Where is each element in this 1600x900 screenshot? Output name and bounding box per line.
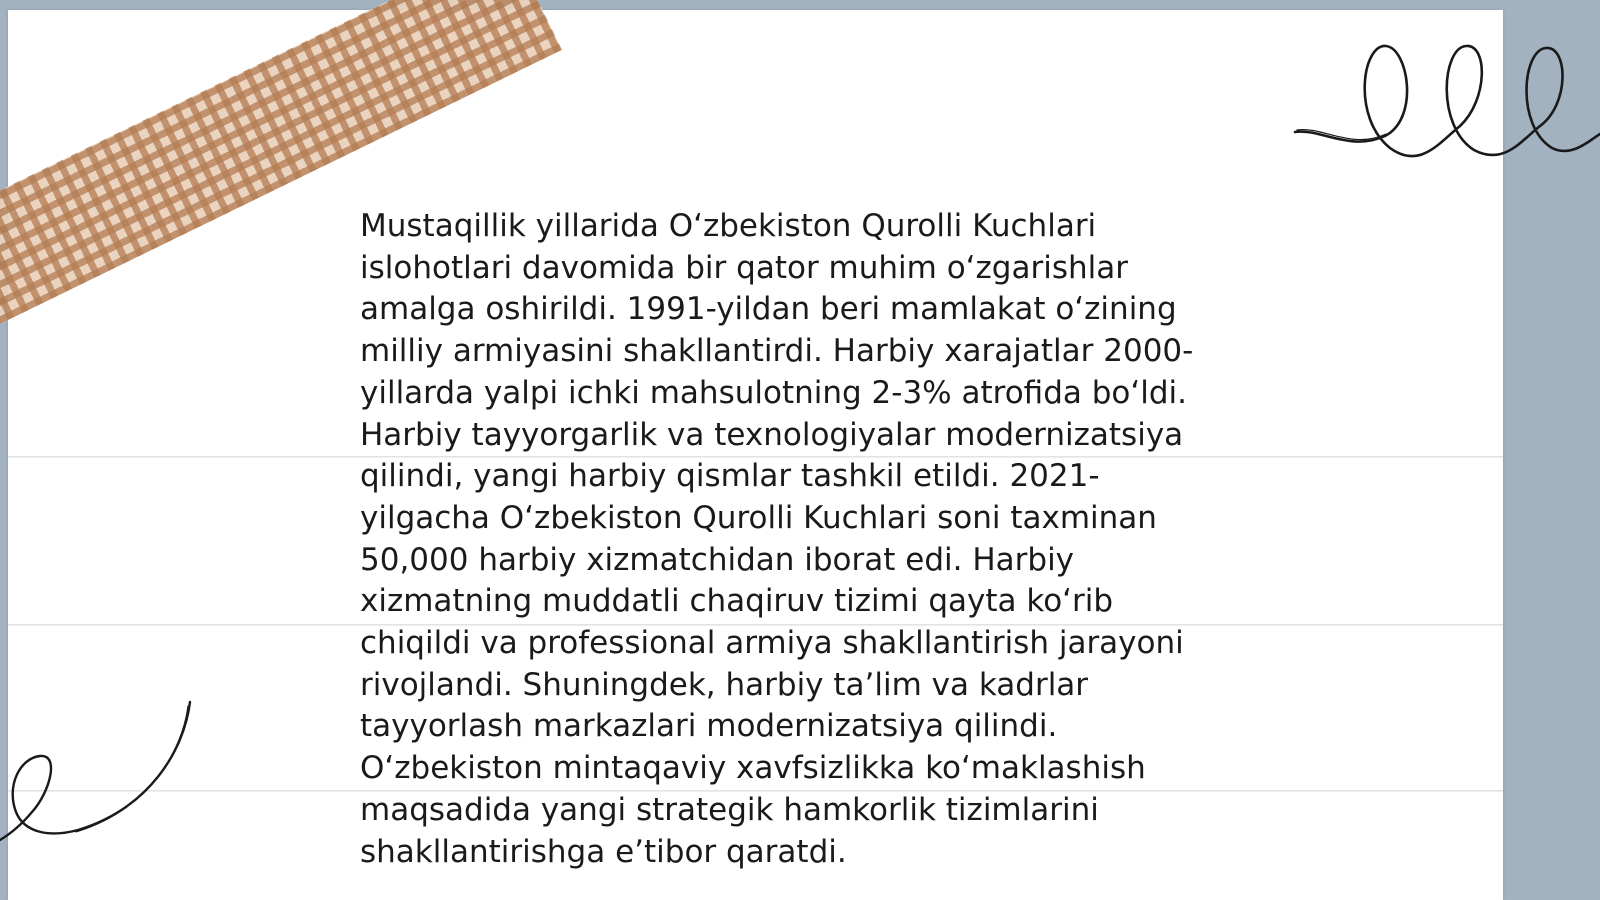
loop-scribble-icon: [1290, 30, 1600, 165]
body-paragraph: Mustaqillik yillarida O‘zbekiston Qurolli Kuchlari islohotlari davomida bir qator muhim o‘zgarishlar amalga oshirildi. 1991-yildan beri mamlakat o‘zining milliy armiyasini shakllantirdi. Harbiy xarajatlar 2000- yillarda yalpi ichki mahsulotning 2-3% atrofida bo‘ldi. Harbiy tayyorgarlik va texnologiyalar modernizatsiya qilindi, yangi harbiy qismlar tashkil etildi. 2021- yilgacha O‘zbekiston Qurolli Kuchlari soni taxminan 50,000 harbiy xizmatchidan iborat edi. Harbiy xizmatning muddatli chaqiruv tizimi qayta ko‘rib chiqildi va professional armiya shakllantirish jarayoni rivojlandi. Shuningdek, harbiy ta’lim va kadrlar tayyorlash markazlari modernizatsiya qilindi. O‘zbekiston mintaqaviy xavfsizlikka ko‘maklashish maqsadida yangi strategik hamkorlik tizimlarini shakllantirishga e’tibor qaratdi.: [360, 208, 1194, 870]
curl-scribble-icon: [0, 700, 200, 850]
